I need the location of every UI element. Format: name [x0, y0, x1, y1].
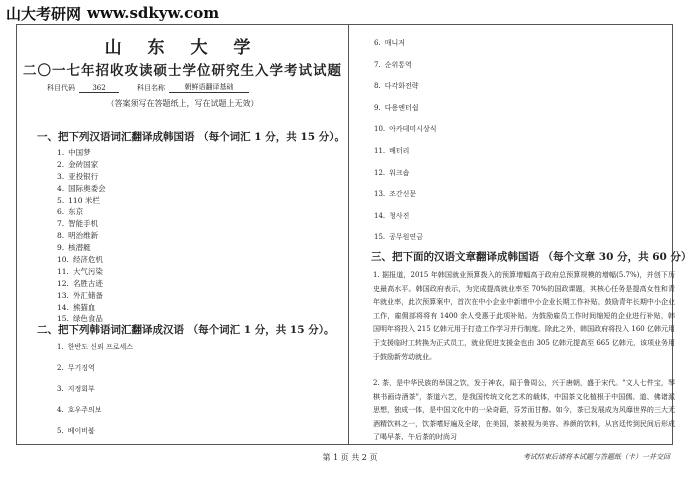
page-number: 第 1 页 共 2 页: [322, 453, 378, 462]
list-item: 13. 外汇储备: [57, 290, 103, 300]
list-item: 9. 다용엔터쉽: [374, 103, 419, 112]
list-item: 4. 호우주의보: [57, 406, 102, 414]
list-item: 11. 배터리: [374, 146, 410, 155]
list-item: 6. 매니저: [374, 39, 405, 47]
list-item: 10. 아카데미시상식: [374, 125, 437, 134]
list-item: 8. 다각화전략: [374, 82, 419, 91]
university-name: 山 东 大 学: [104, 38, 261, 58]
column-divider: [348, 25, 349, 444]
watermark-url: www.sdkyw.com: [87, 4, 220, 22]
list-item: 2. 무기징역: [57, 364, 95, 372]
list-item: 11. 大气污染: [57, 266, 103, 276]
list-item: 14. 청사진: [374, 211, 410, 220]
watermark-name: 山大考研网: [6, 4, 82, 23]
list-item: 10. 经济危机: [57, 255, 103, 265]
list-item: 12. 名胜古迹: [57, 278, 103, 288]
footer-note: 考试结束后请将本试题与答题纸（卡）一并交回: [523, 453, 670, 461]
exam-sheet: [16, 24, 692, 445]
list-item: 7. 智能手机: [57, 219, 99, 229]
list-item: 13. 조간신문: [374, 190, 417, 199]
list-item: 15. 공무원연금: [374, 233, 423, 242]
list-item: 6. 东京: [57, 207, 84, 217]
list-item: 1. 中国梦: [57, 148, 91, 157]
site-watermark: [6, 3, 246, 23]
list-item: 2. 金砖国家: [57, 159, 99, 169]
list-item: 1. 한반도 신뢰 프로세스: [57, 343, 133, 351]
list-item: 4. 国际奥委会: [57, 183, 106, 193]
list-item: 5. 110 米栏: [57, 195, 100, 205]
section-3-title: 三、把下面的汉语文章翻译成韩国语 （每个文章 30 分，共 60 分）: [371, 251, 692, 263]
list-item: 3. 亚投银行: [57, 171, 99, 181]
passage-1: 1. 据报道，2015 年韩国就业预算拨入的预算增幅高于政府总预算规模的增幅(5.7%)，并创下历史最高水平。韩国政府表示，为完成提高就业率至 70%的国政课题，其核心任务是提高女性和青年就业率，此次预算案中，首次在中小企业中新增中小企业长期工作补贴，鼓励青年长期中小企业工作，雇佣部将将有 1400 余人受惠于此项补贴。为鼓励雇员工作时间缩短的企业进行补贴，韩国明年将投入 215 亿韩元用于打造工作学习并行制度。除此之外，韩国政府将投入 160 亿韩元用于支援临时工转换为正式员工，就业促进支援金也由 305 亿韩元提高至 665 亿韩元，该项业务用于鼓励新劳动就业。: [373, 271, 675, 361]
answer-notice: （答案须写在答题纸上，写在试题上无效）: [106, 99, 259, 108]
list-item: 8. 明治维新: [57, 231, 99, 241]
section-1-list: [57, 147, 106, 325]
code-label: 科目代码: [47, 84, 75, 92]
list-item: 14. 熊猫血: [57, 302, 96, 312]
section-2-title: 二、把下列韩语词汇翻译成汉语 （每个词汇 1 分，共 15 分）。: [37, 324, 335, 336]
section-2-list: [57, 337, 133, 442]
list-item: 3. 지정회부: [57, 385, 95, 393]
list-item: 7. 순위통역: [374, 60, 412, 69]
name-label: 科目名称: [137, 84, 165, 92]
list-item: 5. 베이비붐: [57, 427, 95, 435]
list-item: 9. 核潜艇: [57, 243, 91, 253]
section-1-title: 一、把下列汉语词汇翻译成韩国语 （每个词汇 1 分，共 15 分）。: [37, 131, 345, 143]
exam-title: 二〇一七年招收攻读硕士学位研究生入学考试试题: [23, 63, 342, 79]
list-item: 12. 워크숍: [374, 168, 410, 177]
subject-meta: [47, 82, 249, 93]
list-item: 15. 绿色食品: [57, 314, 103, 324]
section-2-list-continued: [374, 33, 436, 249]
name-value: 朝鲜语翻译基础: [169, 82, 249, 93]
code-value: 362: [79, 84, 119, 93]
passage-2: 2. 茶，是中华民族的举国之饮，发于神农，闻于鲁周公，兴于唐朝，盛于宋代。"文人七件宝，琴棋书画诗酒茶"，茶道六艺，是我国传统文化艺术的载体，中国茶文化植根于中国儒、道、佛诸派思想，独成一体，是中国文化中的一朵奇葩，芬芳而甘醇。如今，茶已发展成为风靡世界的三大无酒精饮料之一，饮茶嗜好遍及全球，在美国，茶被视为美容、养颜的饮料，从宫廷传到民间后形成了喝早茶、午后茶的时尚习: [373, 379, 675, 442]
